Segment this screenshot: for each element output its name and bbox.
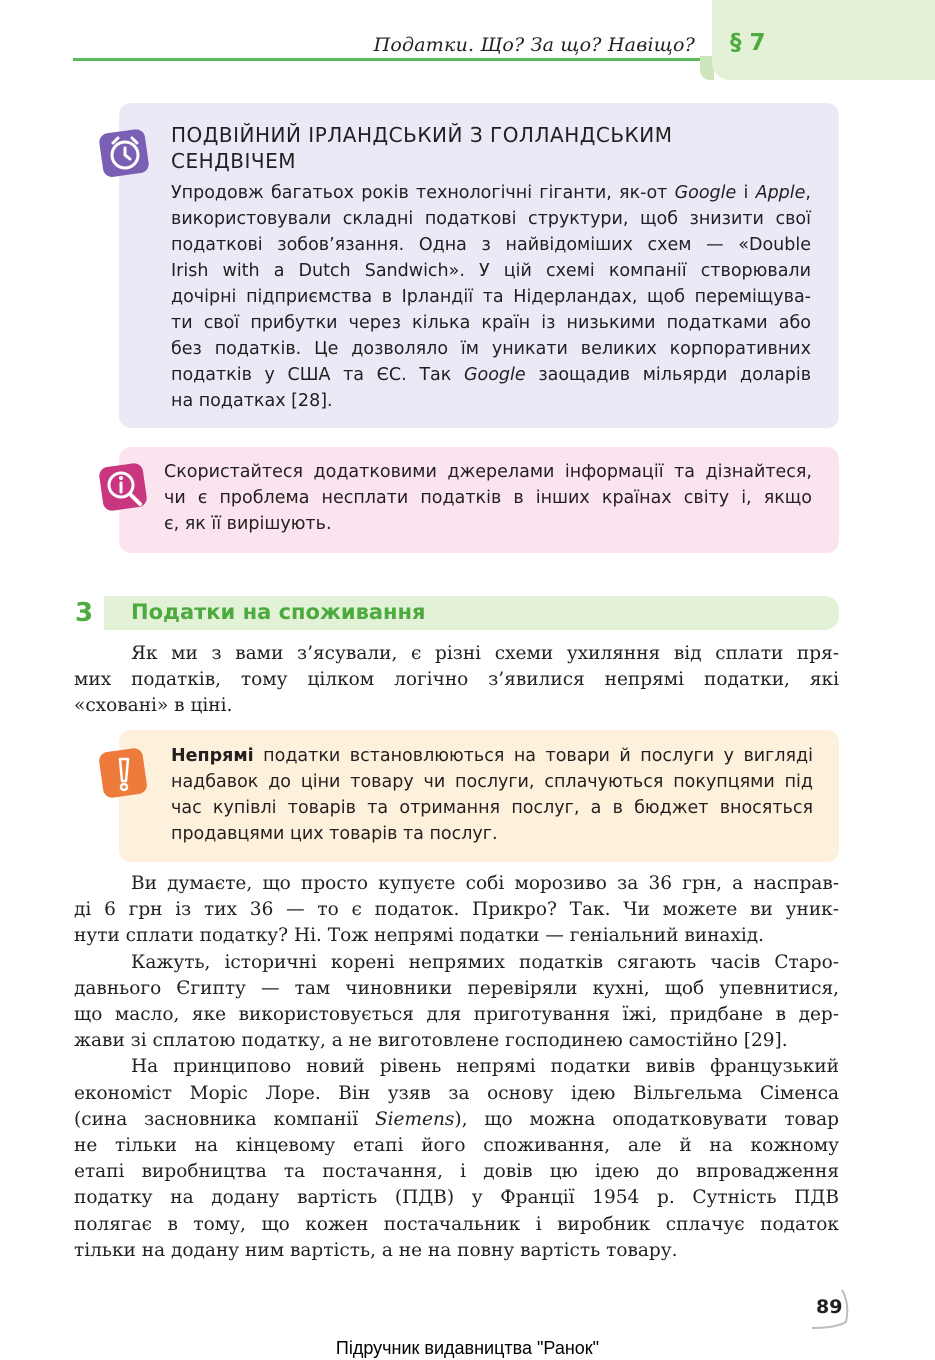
definition-box [119,730,839,862]
text-line: на податках [28]. [171,391,333,411]
intro-paragraph [74,641,839,720]
text-line: не тільки на кінцевому етапі його споживання, але й на кожному [74,1135,839,1157]
text-line: Ви думаєте, що просто купуєте собі морозиво за 36 грн, а насправ- [131,873,839,894]
definition-text [171,743,813,847]
page-number: 89 [816,1296,843,1318]
text-line: полягає в тому, що кожен постачальник і виробник сплачує податок [74,1213,839,1235]
text-line: тільки на додану ним вартість, а не на повну вартість товару. [74,1239,678,1261]
header-rule [73,58,718,61]
text-line: ді 6 грн із тих 36 — то є податок. Прикро? Так. Чи можете ви уник- [74,899,839,921]
case-study-text [171,180,811,414]
page-number-badge [806,1288,850,1330]
text-line: податків у США та ЄС. Так Google заощадив мільярди доларів [171,365,812,385]
text-line: що масло, яке використовується для приготування їжі, придбане в дер- [74,1004,839,1026]
research-task-text [164,459,812,537]
text-line: На принципово новий рівень непрямі податки вивів французький [131,1056,839,1078]
section-tab [712,0,935,80]
section-marker: § 7 [730,30,766,56]
text-line: нути сплати податку? Ні. Тож непрямі податки — геніальний винахід. [74,925,765,947]
text-line: давнього Єгипту — там чиновники перевіряли кухні, щоб упевнитися, [74,977,839,999]
text-line: чи є проблема несплати податків в інших країнах світу і, якщо [164,488,812,508]
text-line: продавцями цих товарів та послуг. [171,824,498,844]
exclamation-icon [97,745,153,801]
text-line: час купівлі товарів та отримання послуг, а в бюджет вносяться [171,798,813,818]
section-title: Податки на споживання [131,600,426,624]
heading-line: СЕНДВІЧЕМ [171,149,296,173]
defined-term: Непрямі [171,746,254,766]
text-line: Irish with a Dutch Sandwich». У цій схемі компанії створювали [171,261,811,281]
body-text [74,871,839,1264]
alarm-clock-icon [99,127,151,179]
section-number: 3 [75,598,94,628]
case-study-box [119,103,839,428]
text-line: етапі виробництва та постачання, і довів цю ідею до впровадження [74,1161,839,1183]
text-line: економіст Моріс Лоре. Він узяв за основу ідею Вільгельма Сіменса [74,1082,839,1104]
text-line: без податків. Це дозволяло їм уникати великих корпоративних [171,339,811,359]
text-line: Кажуть, історичні корені непрямих податків сягають часів Старо- [131,951,839,973]
text-line: надбавок до ціни товару чи послуги, сплачуються покупцями під [171,772,813,792]
text-line: податку на додану вартість (ПДВ) у Франції 1954 р. Сутність ПДВ [74,1187,839,1209]
text-line: «сховані» в ціні. [74,695,233,717]
text-line: Непрямі податки встановлюються на товари й послуги у вигляді [171,746,813,766]
text-line: ти свої прибутки через кілька країн із низькими податками або [171,313,811,333]
publisher-footer: Підручник видавництва "Ранок" [335,1338,600,1358]
text-line: (сина засновника компанії Siemens), що можна оподатковувати товар [74,1108,839,1130]
text-line: Як ми з вами з’ясували, є різні схеми ухиляння від сплати пря- [131,643,839,664]
text-line: є, як її вирішують. [164,514,332,534]
text-line: жави зі сплатою податку, а не виготовлене господинею самостійно [29]. [74,1030,788,1052]
text-line: Скористайтеся додатковими джерелами інформації та дізнайтеся, [164,462,812,482]
info-magnifier-icon [99,462,151,514]
text-line: Упродовж багатьох років технологічні гіганти, як-от Google і Apple, [171,183,811,203]
text-line: мих податків, тому цілком логічно з’явилися непрямі податки, які [74,669,839,691]
text-line: дочірні підприємства в Ірландії та Нідерландах, щоб переміщува- [171,287,811,307]
case-study-heading [171,122,811,174]
research-task-box [119,447,839,553]
text-line: податкові зобов’язання. Одна з найвідоміших схем — «Double [171,235,811,255]
running-header-title: Податки. Що? За що? Навіщо? [373,34,695,56]
heading-line: ПОДВІЙНИЙ ІРЛАНДСЬКИЙ З ГОЛЛАНДСЬКИМ [171,123,673,147]
text-line: використовували складні податкові структури, щоб знизити свої [171,209,811,229]
